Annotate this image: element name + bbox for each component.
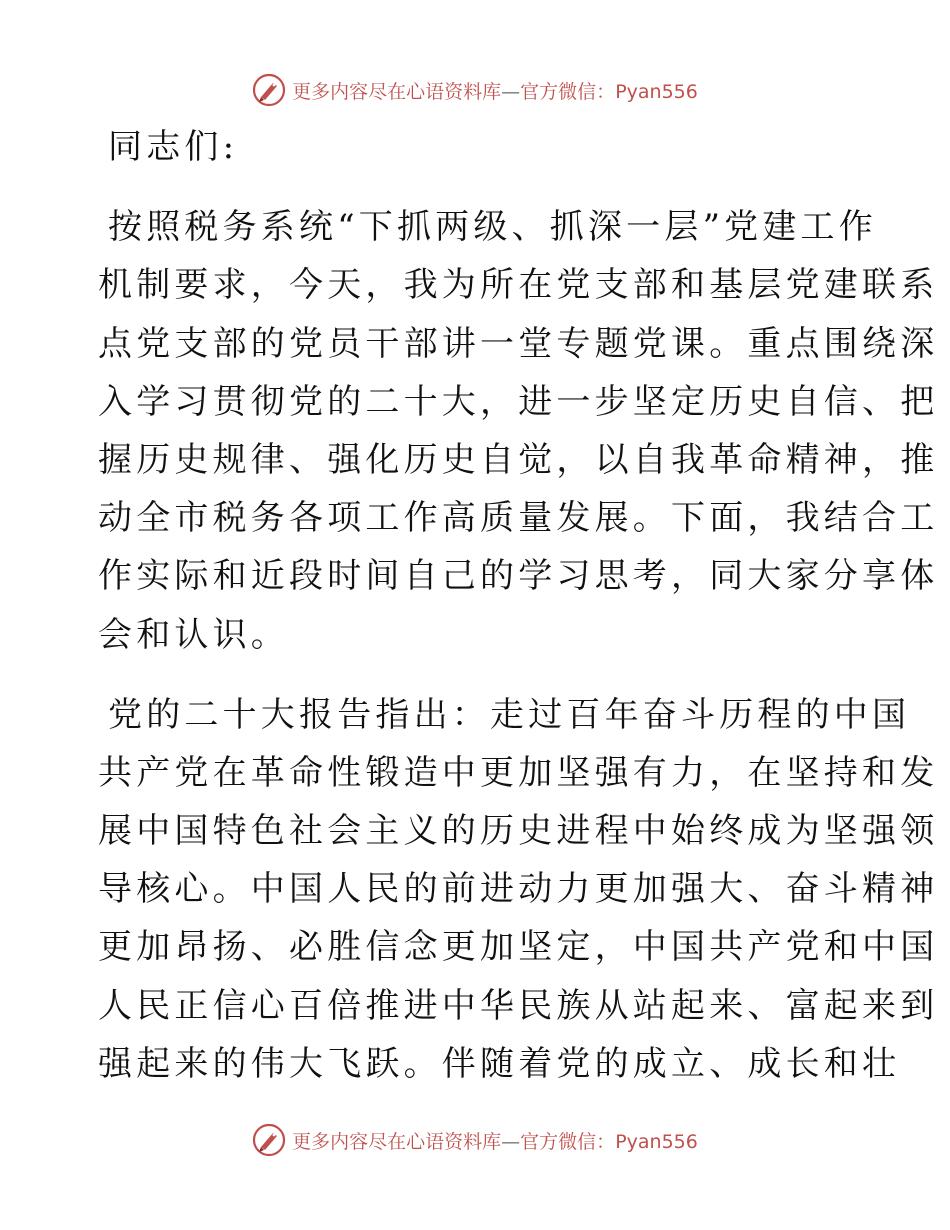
paragraph-line: 入学习贯彻党的二十大，进一步坚定历史自信、把	[98, 381, 939, 422]
salutation: 同志们:	[108, 127, 239, 167]
footer-wechat-label: 官方微信：	[520, 1130, 616, 1153]
header-wechat-label: 官方微信：	[520, 80, 616, 103]
header-wechat-id: Pyan556	[615, 80, 698, 103]
paragraph-line: 党的二十大报告指出：走过百年奋斗历程的中国	[108, 694, 911, 735]
paragraph-line: 会和认识。	[98, 614, 289, 655]
paragraph-line: 展中国特色社会主义的历史进程中始终成为坚强领	[98, 811, 939, 852]
paragraph-line: 按照税务系统“下抓两级、抓深一层”党建工作	[108, 207, 877, 248]
paragraph-line: 握历史规律、强化历史自觉，以自我革命精神，推	[98, 439, 939, 480]
paragraph-2	[98, 686, 939, 1093]
footer-banner-text	[292, 1127, 698, 1154]
header-banner-separator: —	[501, 80, 521, 103]
paragraph-line: 动全市税务各项工作高质量发展。下面，我结合工	[98, 498, 939, 539]
header-banner-text	[292, 77, 698, 104]
document-body	[98, 118, 939, 1093]
footer-banner-title: 更多内容尽在心语资料库	[292, 1130, 502, 1153]
paragraph-line: 强起来的伟大飞跃。伴随着党的成立、成长和壮	[98, 1043, 901, 1084]
footer-banner	[0, 1120, 950, 1160]
paragraph-line: 机制要求，今天，我为所在党支部和基层党建联系	[98, 265, 939, 306]
paragraph-line: 作实际和近段时间自己的学习思考，同大家分享体	[98, 556, 939, 597]
pen-nib-logo-icon	[252, 1123, 286, 1157]
footer-wechat-id: Pyan556	[615, 1130, 698, 1153]
paragraph-line: 点党支部的党员干部讲一堂专题党课。重点围绕深	[98, 323, 939, 364]
header-banner	[0, 70, 950, 110]
paragraph-line: 导核心。中国人民的前进动力更加强大、奋斗精神	[98, 869, 939, 910]
pen-nib-logo-icon	[252, 73, 286, 107]
paragraph-line: 共产党在革命性锻造中更加坚强有力，在坚持和发	[98, 752, 939, 793]
header-banner-title: 更多内容尽在心语资料库	[292, 80, 502, 103]
paragraph-1	[98, 198, 939, 664]
paragraph-line: 人民正信心百倍推进中华民族从站起来、富起来到	[98, 985, 939, 1026]
paragraph-line: 更加昂扬、必胜信念更加坚定，中国共产党和中国	[98, 927, 939, 968]
footer-banner-separator: —	[501, 1130, 521, 1153]
